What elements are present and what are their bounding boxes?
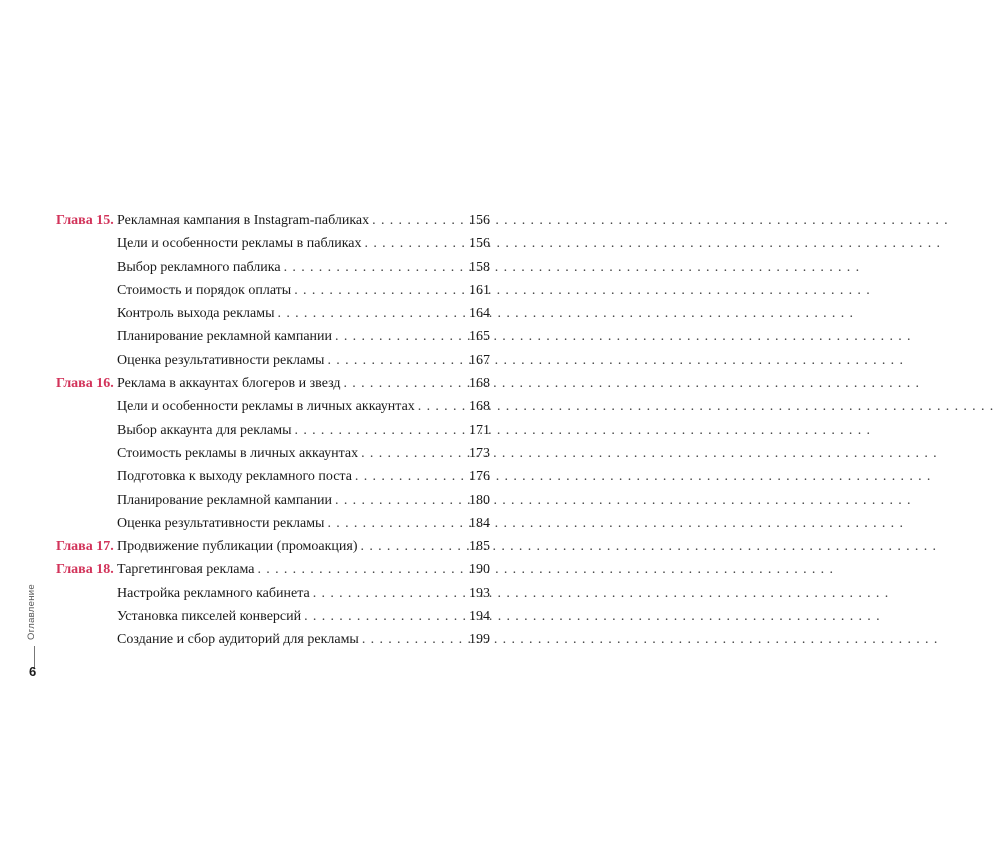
dot-leader (294, 279, 465, 302)
toc-entry-title: Настройка рекламного кабинета (117, 585, 310, 601)
dot-leader (284, 256, 465, 279)
dot-leader (418, 395, 465, 418)
toc-entry-title: Цели и особенности рекламы в пабликах (117, 236, 362, 252)
dot-leader (335, 489, 465, 512)
dot-leader (372, 209, 465, 232)
toc-entry-title: Реклама в аккаунтах блогеров и звезд (117, 376, 341, 392)
toc-row[interactable] (56, 605, 490, 628)
toc-row[interactable] (56, 372, 490, 395)
toc-row[interactable] (56, 256, 490, 279)
dot-leader (365, 232, 465, 255)
chapter-label: Глава 17. (56, 539, 114, 555)
toc-page-number: 156 (469, 236, 490, 252)
table-of-contents (56, 209, 490, 652)
dot-leader (362, 628, 465, 651)
toc-page-number: 161 (469, 282, 490, 298)
toc-entry-title: Выбор аккаунта для рекламы (117, 422, 292, 438)
toc-row[interactable] (56, 465, 490, 488)
dot-leader (257, 558, 465, 581)
dot-leader (355, 465, 465, 488)
chapter-label: Глава 15. (56, 213, 114, 228)
dot-leader (327, 512, 465, 535)
toc-page-number: 193 (469, 585, 490, 601)
chapter-label: Глава 18. (56, 562, 114, 578)
dot-leader (295, 419, 465, 442)
toc-page-number: 185 (469, 539, 490, 555)
toc-row[interactable] (56, 279, 490, 302)
toc-row[interactable] (56, 535, 490, 558)
toc-page-number: 190 (469, 562, 490, 578)
toc-row[interactable] (56, 558, 490, 581)
dot-leader (313, 582, 465, 605)
toc-page-number: 199 (469, 632, 490, 648)
page-number: 6 (29, 664, 37, 679)
dot-leader (278, 302, 465, 325)
toc-page-number: 167 (469, 352, 490, 368)
toc-entry-title: Контроль выхода рекламы (117, 306, 275, 322)
toc-entry-title: Оценка результативности рекламы (117, 352, 325, 368)
toc-entry-title: Цели и особенности рекламы в личных аккаунтах (117, 399, 415, 415)
toc-page-number: 184 (469, 515, 490, 531)
toc-page-number: 171 (469, 422, 490, 438)
toc-page-number: 168 (469, 399, 490, 415)
toc-entry-title: Создание и сбор аудиторий для рекламы (117, 632, 359, 648)
toc-row[interactable] (56, 582, 490, 605)
toc-entry-title: Таргетинговая реклама (117, 562, 255, 578)
toc-page-number: 168 (469, 376, 490, 392)
toc-row[interactable] (56, 302, 490, 325)
toc-page-number: 164 (469, 306, 490, 322)
toc-row[interactable] (56, 232, 490, 255)
chapter-label: Глава 16. (56, 376, 114, 392)
toc-row[interactable] (56, 209, 490, 232)
toc-page-number: 173 (469, 445, 490, 461)
page-sidebar (20, 560, 50, 690)
toc-row[interactable] (56, 325, 490, 348)
dot-leader (361, 442, 465, 465)
toc-entry-title: Планирование рекламной кампании (117, 329, 333, 345)
toc-entry-title: Оценка результативности рекламы (117, 515, 325, 531)
toc-row[interactable] (56, 349, 490, 372)
toc-entry-title: Подготовка к выходу рекламного поста (117, 469, 352, 485)
toc-row[interactable] (56, 628, 490, 651)
toc-entry-title: Продвижение публикации (промоакция) (117, 539, 358, 555)
toc-row[interactable] (56, 419, 490, 442)
toc-entry-title: Стоимость и порядок оплаты (117, 282, 292, 298)
toc-page-number: 156 (469, 213, 490, 228)
toc-page-number: 158 (469, 259, 490, 275)
toc-row[interactable] (56, 395, 490, 418)
dot-leader (361, 535, 465, 558)
toc-row[interactable] (56, 512, 490, 535)
toc-page-number: 194 (469, 609, 490, 625)
dot-leader (344, 372, 466, 395)
toc-page-number: 176 (469, 469, 490, 485)
section-label: Оглавление (26, 584, 37, 640)
toc-entry-title: Установка пикселей конверсий (117, 609, 302, 625)
toc-entry-title: Стоимость рекламы в личных аккаунтах (117, 445, 359, 461)
toc-page-number: 180 (469, 492, 490, 508)
toc-row[interactable] (56, 489, 490, 512)
toc-page-number: 165 (469, 329, 490, 345)
toc-row[interactable] (56, 442, 490, 465)
toc-entry-title: Планирование рекламной кампании (117, 492, 333, 508)
dot-leader (335, 325, 465, 348)
toc-entry-title: Выбор рекламного паблика (117, 259, 281, 275)
dot-leader (327, 349, 465, 372)
dot-leader (304, 605, 465, 628)
toc-entry-title: Рекламная кампания в Instagram-пабликах (117, 213, 370, 228)
